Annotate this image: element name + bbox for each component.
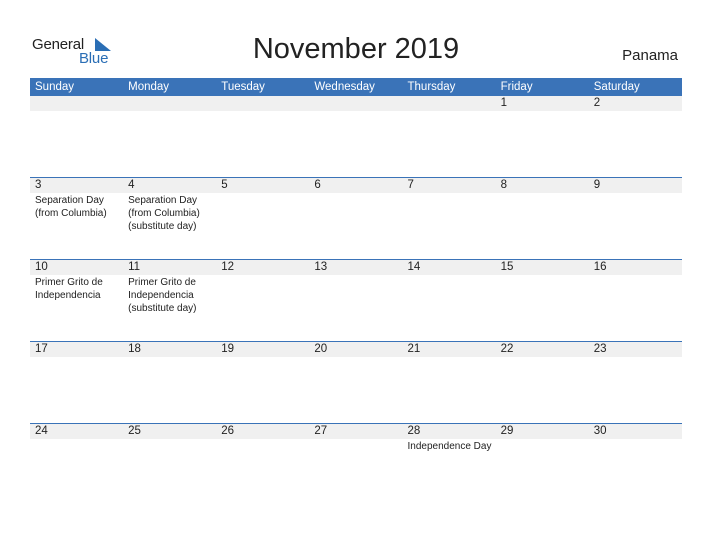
day-cell	[496, 424, 589, 505]
day-number	[128, 96, 216, 111]
day-number: 18	[128, 343, 141, 355]
day-number: 20	[314, 343, 328, 355]
day-number: 14	[407, 261, 421, 273]
week-days	[30, 424, 682, 505]
calendar-week	[30, 259, 682, 341]
day-cell	[309, 342, 402, 423]
country-label: Panama	[622, 47, 678, 64]
day-cell	[496, 342, 589, 423]
holiday-label: Independence Day	[407, 441, 492, 452]
day-cell	[309, 178, 402, 259]
day-cell	[216, 424, 309, 505]
week-days	[30, 342, 682, 423]
weekday-monday: Monday	[128, 81, 170, 93]
holiday-label: Separation Day (from Columbia)	[35, 195, 107, 219]
day-cell	[216, 260, 309, 341]
day-cell	[216, 342, 309, 423]
weekday-thursday: Thursday	[407, 81, 456, 93]
day-cell	[216, 178, 309, 259]
day-cell	[309, 424, 402, 505]
day-number: 19	[221, 343, 235, 355]
day-number: 22	[500, 343, 514, 355]
day-number: 10	[35, 261, 48, 273]
day-number: 15	[500, 261, 514, 273]
day-cell	[496, 260, 589, 341]
day-number: 5	[221, 179, 228, 191]
day-cell	[589, 260, 682, 341]
day-cell	[30, 178, 123, 259]
day-cell	[30, 260, 123, 341]
day-number	[221, 96, 309, 111]
calendar-week	[30, 96, 682, 177]
day-cell	[403, 342, 496, 423]
logo-text-general: General	[32, 36, 84, 53]
day-number: 24	[35, 425, 48, 437]
day-number: 29	[500, 425, 514, 437]
day-number: 1	[500, 97, 508, 109]
day-number: 9	[593, 179, 601, 191]
holiday-label: Primer Grito de Independencia (substitute day)	[128, 277, 197, 314]
day-number: 16	[593, 261, 607, 273]
weekday-saturday: Saturday	[593, 81, 640, 93]
calendar-grid	[30, 78, 682, 505]
day-number	[35, 96, 123, 111]
weekday-wednesday: Wednesday	[314, 81, 375, 93]
day-cell	[589, 424, 682, 505]
day-number: 6	[314, 179, 321, 191]
day-cell	[403, 260, 496, 341]
logo-text-blue: Blue	[79, 50, 109, 67]
day-number: 11	[128, 261, 141, 273]
day-cell	[589, 178, 682, 259]
weekday-tuesday: Tuesday	[221, 81, 265, 93]
day-cell	[309, 96, 402, 177]
day-cell	[589, 96, 682, 177]
day-number: 2	[593, 97, 601, 109]
week-days	[30, 260, 682, 341]
day-number: 28	[407, 425, 421, 437]
day-number: 4	[128, 179, 135, 191]
day-cell	[123, 424, 216, 505]
day-number: 3	[35, 179, 42, 191]
day-cell	[123, 342, 216, 423]
day-cell	[123, 178, 216, 259]
week-days	[30, 96, 682, 177]
holiday-label: Separation Day (from Columbia) (substitute day)	[128, 195, 200, 232]
day-number: 25	[128, 425, 141, 437]
day-cell	[403, 424, 496, 505]
day-number: 23	[593, 343, 607, 355]
day-cell	[30, 424, 123, 505]
calendar-weeks	[30, 96, 682, 505]
calendar-week	[30, 423, 682, 505]
day-cell	[30, 342, 123, 423]
day-cell	[403, 96, 496, 177]
calendar-week	[30, 341, 682, 423]
day-cell	[403, 178, 496, 259]
day-cell	[216, 96, 309, 177]
day-number: 12	[221, 261, 235, 273]
day-number	[314, 96, 402, 111]
weekday-sunday: Sunday	[35, 81, 75, 93]
day-number: 8	[500, 179, 508, 191]
weekday-header	[30, 78, 682, 96]
day-number: 7	[407, 179, 414, 191]
week-days	[30, 178, 682, 259]
day-number: 21	[407, 343, 421, 355]
holiday-label: Primer Grito de Independencia	[35, 277, 103, 301]
day-number: 27	[314, 425, 328, 437]
day-number: 30	[593, 425, 607, 437]
day-cell	[123, 260, 216, 341]
weekday-friday: Friday	[500, 81, 533, 93]
day-cell	[30, 96, 123, 177]
day-cell	[123, 96, 216, 177]
day-cell	[309, 260, 402, 341]
day-number: 13	[314, 261, 328, 273]
day-cell	[496, 178, 589, 259]
day-number: 26	[221, 425, 235, 437]
calendar-week	[30, 177, 682, 259]
page-title: November 2019	[252, 33, 460, 65]
day-cell	[589, 342, 682, 423]
day-number: 17	[35, 343, 48, 355]
day-number	[408, 96, 496, 111]
day-cell	[496, 96, 589, 177]
